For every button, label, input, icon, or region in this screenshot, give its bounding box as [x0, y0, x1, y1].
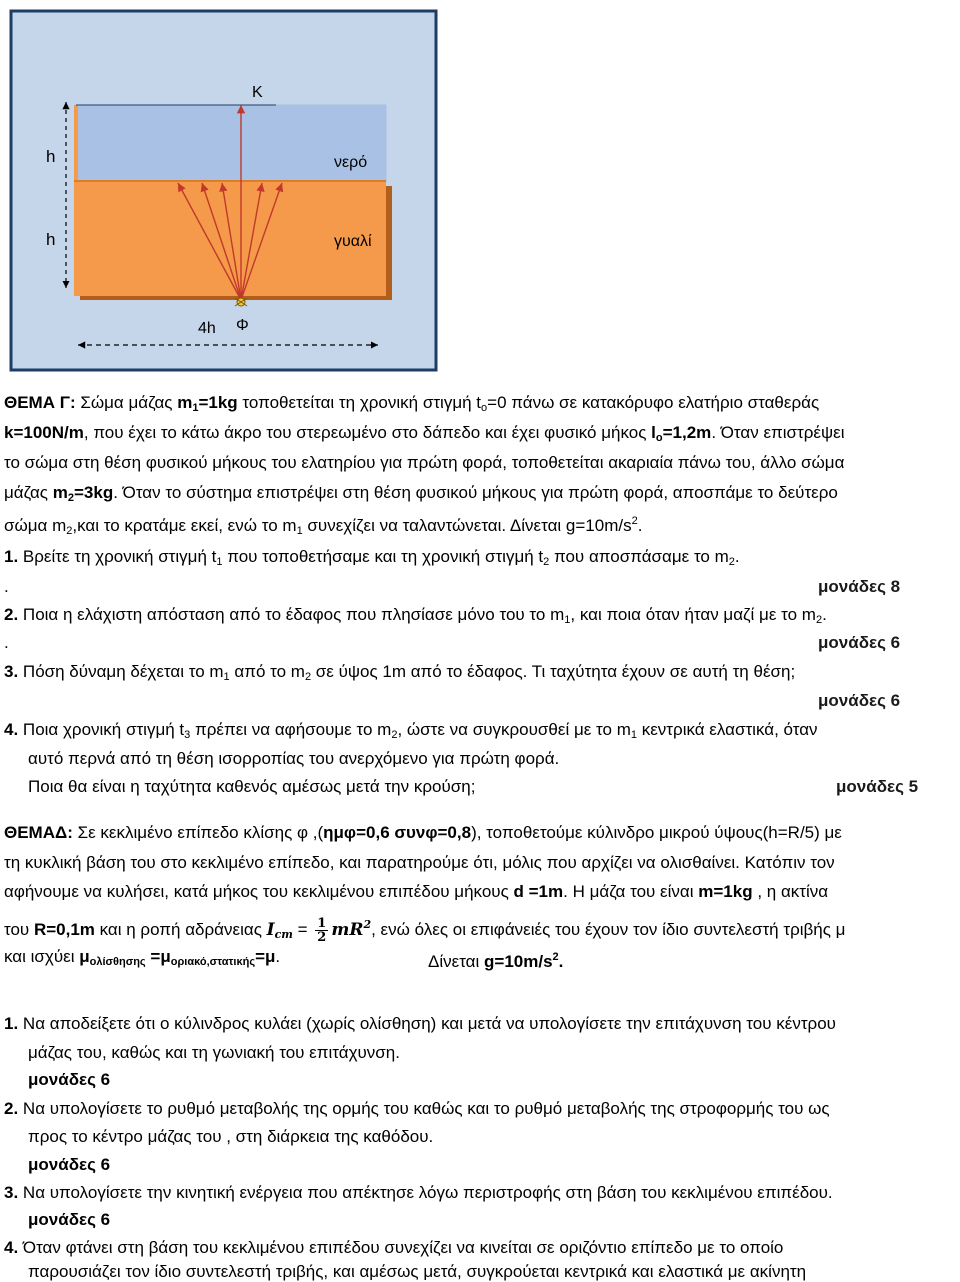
- text-run: Πόση δύναμη δέχεται το m: [18, 662, 224, 681]
- text-run: 1: [223, 671, 230, 683]
- text-run: παρουσιάζει τον ίδιο συντελεστή τριβής, και αμέσως μετά, συγκρούεται κεντρικά και ελαστικά με ακίνητη: [28, 1262, 807, 1281]
- text-run: 2.: [4, 1099, 19, 1118]
- text-run: 2: [631, 515, 638, 527]
- theme-g-q2-dot: .: [4, 633, 9, 652]
- text-run: ,και το κρατάμε εκεί, ενώ το m: [72, 516, 297, 535]
- theme-g-line-1: [4, 393, 819, 418]
- inertia-symbol: I: [266, 920, 275, 940]
- text-run: Σώμα μάζας: [80, 393, 178, 412]
- theme-d-q1-marks: μονάδες 6: [28, 1070, 111, 1089]
- text-run: που αποσπάσαμε το m: [549, 547, 729, 566]
- inertia-fraction: $\frac{1}{2}$: [317, 916, 327, 946]
- text-run: k=100N/m: [4, 423, 84, 442]
- label-4h: 4h: [198, 320, 216, 337]
- text-run: o: [655, 432, 663, 444]
- text-run: .: [637, 516, 643, 535]
- theme-d-question-2-line-2: [28, 1127, 433, 1147]
- theme-g-line-3: [4, 453, 844, 473]
- text-run: 1: [192, 402, 199, 414]
- text-run: .: [822, 605, 827, 624]
- text-run: 1.: [4, 547, 19, 566]
- text-run: , ώστε να συγκρουσθεί με το m: [397, 720, 631, 739]
- text-run: Να αποδείξετε ότι ο κύλινδρος κυλάει (χωρίς ολίσθηση) και μετά να υπολογίσετε την επιτάχυνση του κέντρου: [18, 1014, 836, 1033]
- text-run: αυτό περνά από τη θέση ισορροπίας του ανερχόμενο για πρώτη φορά.: [28, 749, 560, 768]
- text-run: Όταν φτάνει στη βάση του κεκλιμένου επιπέδου συνεχίζει να κινείται σε οριζόντιο επίπεδο με το οποίο: [18, 1238, 784, 1257]
- text-run: m=1kg: [698, 882, 753, 901]
- text-run: κεντρικά ελαστικά, όταν: [637, 720, 818, 739]
- text-run: ΘΕΜΑ Γ:: [4, 393, 81, 412]
- text-run: που τοποθετήσαμε και τη χρονική στιγμή t: [222, 547, 544, 566]
- text-run: , η ακτίνα: [752, 882, 829, 901]
- theme-d-given: Δίνεται $g=10m/s^2$.: [428, 951, 564, 971]
- text-run: 2: [66, 525, 73, 537]
- theme-d-line-5: και ισχύει μολίσθησης =μοριακό,στατικής=μ.: [4, 947, 281, 968]
- theme-d-q3-marks: μονάδες 6: [28, 1210, 111, 1229]
- label-k: K: [252, 84, 263, 101]
- theme-g-q1-marks: μονάδες 8: [818, 577, 901, 596]
- text-run: 1: [216, 556, 223, 568]
- optics-figure: [0, 0, 960, 380]
- text-run: Ποια χρονική στιγμή t: [18, 720, 185, 739]
- text-run: προς το κέντρο μάζας του , στη διάρκεια της καθόδου.: [28, 1127, 434, 1146]
- text-run: , και ποια όταν ήταν μαζί με το m: [570, 605, 816, 624]
- text-run: τη κυκλική βάση του στο κεκλιμένο επίπεδο, και παρατηρούμε ότι, μόλις που αρχίζει να ολισθαίνει. Κατόπιν τον: [4, 853, 835, 872]
- text-run: 2: [67, 492, 74, 504]
- text-run: . Όταν επιστρέψει: [711, 423, 845, 442]
- theme-d-line-1: [4, 823, 842, 843]
- label-h-top: h: [46, 147, 56, 166]
- text-run: 4.: [4, 720, 19, 739]
- theme-g-question-2: [4, 605, 827, 630]
- theme-d-line-4: του R=0,1m και η ροπή αδράνειας $I_{cm}$ = $\frac{1}{2}$ $mR^2$, ενώ όλες οι επιφάνειές του έχουν τον ίδιο συντελεστή τριβής μ: [4, 916, 846, 946]
- text-run: o: [481, 402, 488, 414]
- text-run: 2: [728, 556, 735, 568]
- text-run: πρέπει να αφήσουμε το m: [190, 720, 392, 739]
- text-run: . Όταν το σύστημα επιστρέψει στη θέση φυσικού μήκους για πρώτη φορά, αποσπάμε το δεύτερο: [113, 483, 838, 502]
- text-run: 3.: [4, 662, 19, 681]
- text-run: μάζας του, καθώς και τη γωνιακή του επιτάχυνση.: [28, 1043, 400, 1062]
- text-run: 4.: [4, 1238, 19, 1257]
- theme-g-q2-marks: μονάδες 6: [818, 633, 901, 652]
- theme-g-line-2: [4, 423, 844, 448]
- theme-g-line-5: [4, 511, 642, 541]
- text-run: 1: [564, 614, 571, 626]
- theme-g-question-4-line-3: [28, 777, 475, 797]
- text-run: . Η μάζα του είναι: [563, 882, 699, 901]
- theme-g-question-1: [4, 547, 740, 572]
- text-run: 2: [304, 671, 312, 683]
- text-run: 1: [296, 525, 303, 537]
- text-run: Ποια θα είναι η ταχύτητα καθενός αμέσως μετά την κρούση;: [28, 777, 476, 796]
- theme-d-question-4-line-1: [4, 1238, 783, 1258]
- text-run: Βρείτε τη χρονική στιγμή t: [18, 547, 217, 566]
- text-run: l: [651, 423, 656, 442]
- theme-g-line-4: [4, 483, 838, 508]
- text-run: Ποια η ελάχιστη απόσταση από το έδαφος που πλησίασε μόνο του το m: [18, 605, 565, 624]
- text-run: Σε κεκλιμένο επίπεδο κλίσης φ ,(: [72, 823, 324, 842]
- text-run: d =1m: [513, 882, 564, 901]
- text-run: 1: [630, 729, 637, 741]
- text-run: μάζας: [4, 483, 53, 502]
- theme-g-question-4-line-2: [28, 749, 559, 769]
- text-run: =0 πάνω σε κατακόρυφο ελατήριο σταθεράς: [487, 393, 820, 412]
- text-run: m: [177, 393, 193, 412]
- theme-d-question-4-line-2: [28, 1262, 806, 1282]
- label-h-bottom: h: [46, 230, 56, 249]
- text-run: σε ύψος 1m από το έδαφος. Τι ταχύτητα έχουν σε αυτή τη θέση;: [311, 662, 796, 681]
- text-run: 2.: [4, 605, 19, 624]
- text-run: από το m: [229, 662, 305, 681]
- text-run: Να υπολογίσετε το ρυθμό μεταβολής της ορμής του καθώς και το ρυθμό μεταβολής της στροφορμής του ως: [18, 1099, 830, 1118]
- text-run: =1,2m: [662, 423, 712, 442]
- text-run: 3.: [4, 1183, 19, 1202]
- theme-d-line-3: [4, 882, 828, 902]
- label-phi: Φ: [236, 317, 249, 334]
- theme-d-question-1-line-2: [28, 1043, 400, 1063]
- text-run: σώμα m: [4, 516, 67, 535]
- text-run: αφήνουμε να κυλήσει, κατά μήκος του κεκλιμένου επιπέδου μήκους: [4, 882, 514, 901]
- text-run: 2: [543, 556, 550, 568]
- theme-g-question-4-line-1: [4, 720, 818, 745]
- theme-g-q3-marks: μονάδες 6: [818, 691, 901, 710]
- text-run: συνεχίζει να ταλαντώνεται. Δίνεται g=10m/s: [302, 516, 632, 535]
- label-water: νερό: [334, 154, 368, 171]
- text-run: τοποθετείται τη χρονική στιγμή t: [237, 393, 482, 412]
- theme-d-q2-marks: μονάδες 6: [28, 1155, 111, 1174]
- theme-g-question-3: [4, 662, 795, 687]
- light-source-icon: [235, 298, 247, 306]
- text-run: το σώμα στη θέση φυσικού μήκους του ελατηρίου για πρώτη φορά, τοποθετείται ακαριαία πάνω του, άλλο σώμα: [4, 453, 845, 472]
- theme-d-question-1-line-1: [4, 1014, 836, 1034]
- text-run: 3: [184, 729, 191, 741]
- text-run: ), τοποθετούμε κύλινδρο μικρού ύψους(h=R/5) με: [471, 823, 842, 842]
- text-run: 1.: [4, 1014, 19, 1033]
- theme-d-line-2: [4, 853, 835, 873]
- text-run: , που έχει το κάτω άκρο του στερεωμένο στο δάπεδο και έχει φυσικό μήκος: [83, 423, 652, 442]
- text-run: =3kg: [73, 483, 114, 502]
- text-run: m: [52, 483, 68, 502]
- theme-g-q4-marks: μονάδες 5: [836, 777, 919, 796]
- theme-g-q1-dot: .: [4, 577, 9, 596]
- text-run: ΘΕΜΑΔ:: [4, 823, 73, 842]
- text-run: 2: [815, 614, 823, 626]
- label-glass: γυαλί: [334, 233, 372, 250]
- theme-d-question-3: [4, 1183, 833, 1203]
- text-run: Να υπολογίσετε την κινητική ενέργεια που απέκτησε λόγω περιστροφής στη βάση του κεκλιμένου επιπέδου.: [18, 1183, 833, 1202]
- text-run: ημφ=0,6 συνφ=0,8: [323, 823, 472, 842]
- theme-d-question-2-line-1: [4, 1099, 830, 1119]
- text-run: .: [734, 547, 740, 566]
- text-run: 2: [391, 729, 398, 741]
- text-run: =1kg: [198, 393, 238, 412]
